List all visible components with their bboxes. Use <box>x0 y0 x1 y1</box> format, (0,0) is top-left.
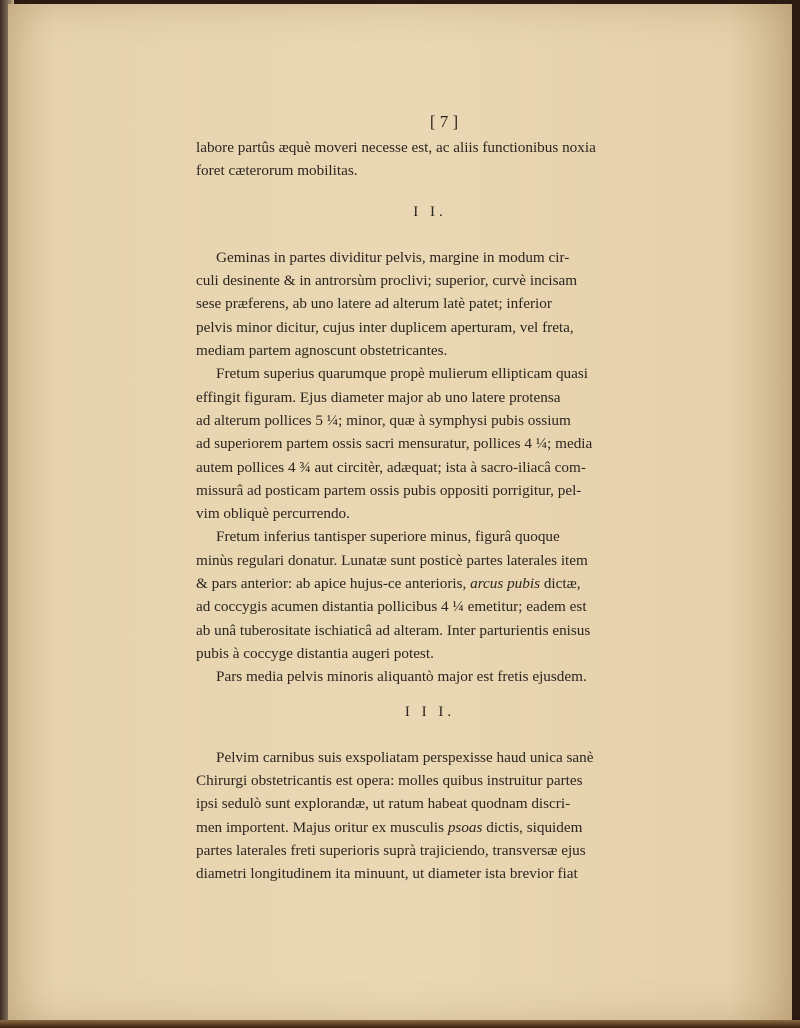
text-line-end: dictæ, <box>540 575 581 593</box>
page-text <box>196 108 664 886</box>
text-line: pelvis minor dicitur, cujus inter duplicem aperturam, vel freta, <box>196 318 574 336</box>
page-number: [ 7 ] <box>429 112 459 131</box>
text-line: Pelvim carnibus suis exspoliatam perspexisse haud unica sanè <box>216 748 594 766</box>
text-line: autem pollices 4 ¾ aut circitèr, adæquat; ista à sacro-iliacâ com- <box>196 458 586 476</box>
paragraph <box>196 665 664 688</box>
text-line: ab unâ tuberositate ischiaticâ ad alteram. Inter parturientis enisus <box>196 621 591 639</box>
text-line: diametri longitudinem ita minuunt, ut diameter ista brevior fiat <box>196 865 578 883</box>
text-line: labore partûs æquè moveri necesse est, ac aliis functionibus noxia <box>196 139 596 156</box>
section-heading-3: I I I. <box>404 703 456 720</box>
text-line: ad alterum pollices 5 ¼; minor, quæ à symphysi pubis ossium <box>196 411 571 429</box>
text-line: ad coccygis acumen distantia pollicibus 4 ¼ emetitur; eadem est <box>196 598 587 616</box>
paragraph <box>196 362 664 525</box>
text-line: Geminas in partes dividitur pelvis, margine in modum cir- <box>216 248 570 266</box>
text-line: effingit figuram. Ejus diameter major ab uno latere protensa <box>196 388 561 406</box>
paragraph <box>196 525 664 665</box>
text-line: minùs regulari donatur. Lunatæ sunt posticè partes laterales item <box>196 551 588 569</box>
paragraph <box>196 746 664 886</box>
text-line: Pars media pelvis minoris aliquantò major est fretis ejusdem. <box>216 668 587 686</box>
text-line: pubis à coccyge distantia augeri potest. <box>196 644 434 662</box>
text-line-start: & pars anterior: ab apice hujus-ce anterioris, <box>196 575 471 593</box>
text-line: Fretum inferius tantisper superiore minus, figurâ quoque <box>216 528 560 546</box>
text-line: sese præferens, ab uno latere ad alterum latè patet; inferior <box>196 295 552 313</box>
italic-term: arcus pubis <box>470 575 541 593</box>
text-line: vim obliquè percurrendo. <box>196 505 350 523</box>
text-line: foret cæterorum mobilitas. <box>196 162 358 180</box>
text-line: Fretum superius quarumque propè mulierum ellipticam quasi <box>216 365 589 383</box>
italic-term: psoas <box>447 818 483 836</box>
paragraph <box>196 246 664 362</box>
text-line: culi desinente & in antrorsùm proclivi; superior, curvè incisam <box>196 272 578 290</box>
text-line-end: dictis, siquidem <box>482 818 583 836</box>
text-line-start: men importent. Majus oritur ex musculis <box>196 818 448 836</box>
intro-paragraph <box>196 136 664 183</box>
text-line: ad superiorem partem ossis sacri mensuratur, pollices 4 ¼; media <box>196 435 593 453</box>
text-line: ipsi sedulò sunt explorandæ, ut ratum habeat quodnam discri- <box>196 795 571 813</box>
text-line: missurâ ad posticam partem ossis pubis oppositi porrigitur, pel- <box>196 481 582 499</box>
page-bottom-edge <box>0 1020 800 1028</box>
section-heading-2: I I. <box>413 203 447 220</box>
text-line: mediam partem agnoscunt obstetricantes. <box>196 342 448 360</box>
text-line: partes laterales freti superioris suprà trajiciendo, transversæ ejus <box>196 842 586 860</box>
text-line: Chirurgi obstetricantis est opera: molles quibus instruitur partes <box>196 772 583 790</box>
